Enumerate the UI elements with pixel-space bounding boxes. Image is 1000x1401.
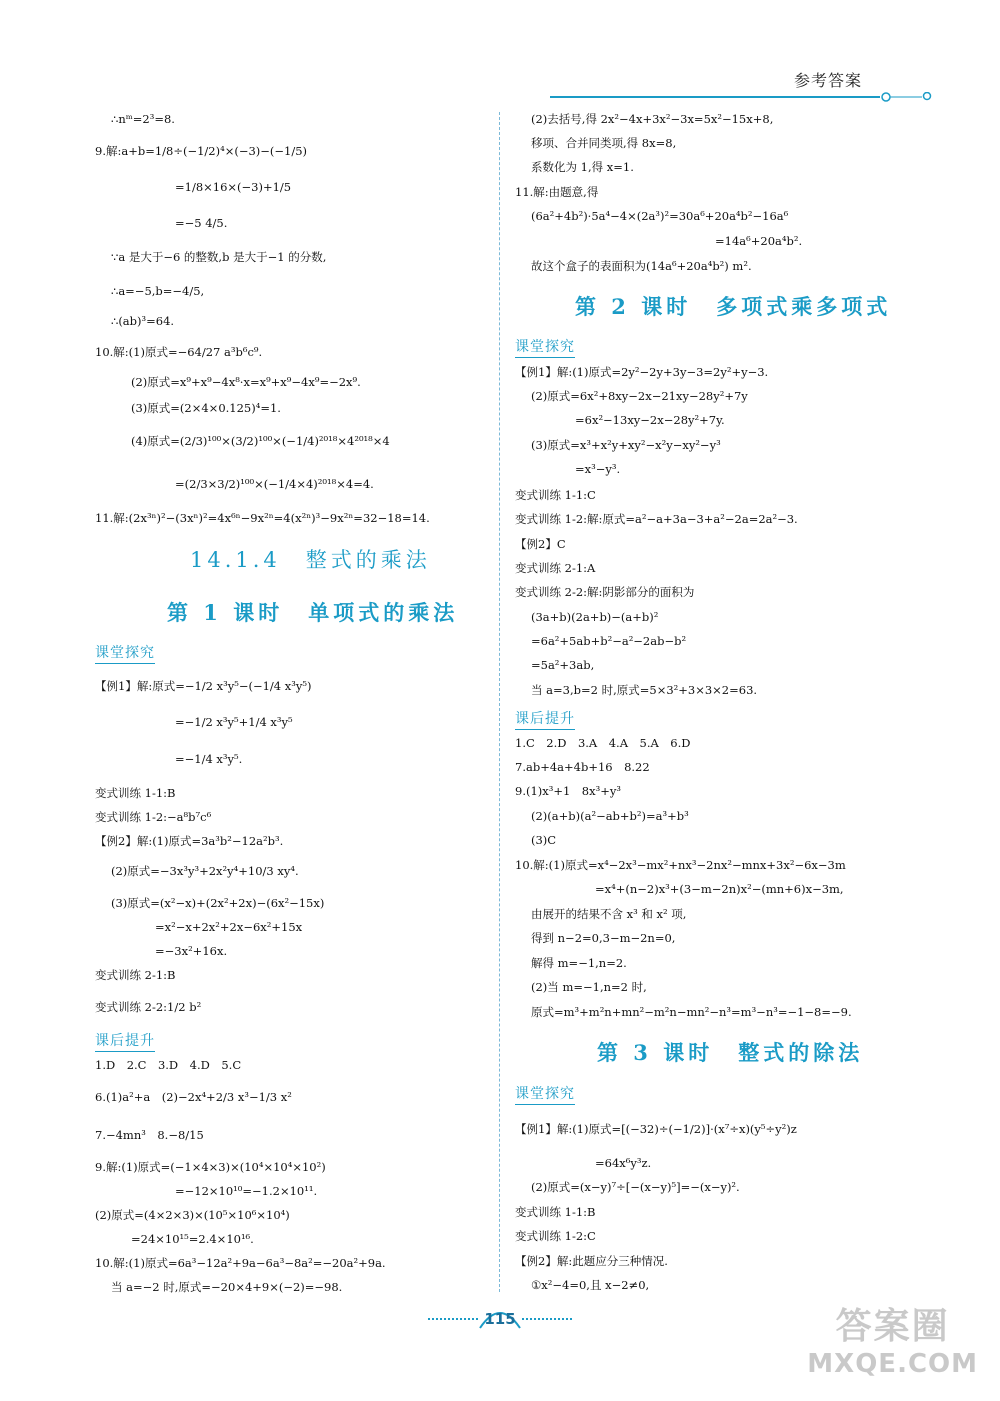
text-line: (2)去括号,得 2x²−4x+3x²−3x=5x²−15x+8, [531,112,774,126]
text-line: 10.解:(1)原式=6a³−12a²+9a−6a³−8a²=−20a²+9a. [95,1256,386,1270]
text-line: 【例1】解:原式=−1/2 x³y⁵−(−1/4 x³y⁵) [95,679,312,693]
text-line: =6x²−13xy−2x−28y²+7y. [575,413,725,427]
text-line: 解得 m=−1,n=2. [531,956,627,970]
text-line: 11.解:由题意,得 [515,185,599,199]
text-line: 10.解:(1)原式=−64/27 a³b⁶c⁹. [95,345,263,359]
column-divider [499,112,500,1292]
text-line: (2)原式=(x−y)⁷÷[−(x−y)⁵]=−(x−y)². [531,1180,740,1194]
text-line: (2)当 m=−1,n=2 时, [531,980,647,994]
text-line: =24×10¹⁵=2.4×10¹⁶. [131,1232,254,1246]
text-line: 移项、合并同类项,得 8x=8, [531,136,677,150]
text-line: =x³−y³. [575,462,621,476]
text-line: (6a²+4b²)·5a⁴−4×(2a³)²=30a⁶+20a⁴b²−16a⁶ [531,209,789,223]
text-line: =−5 4/5. [175,216,228,230]
lesson-title: 第 3 课时 整式的除法 [597,1040,864,1065]
text-line: 【例1】解:(1)原式=[(−32)÷(−1/2)]·(x⁷÷x)(y⁵÷y²)z [515,1122,797,1136]
text-line: ①x²−4=0,且 x−2≠0, [531,1278,650,1292]
text-line: =6a²+5ab+b²−a²−2ab−b² [531,634,687,648]
text-line: 系数化为 1,得 x=1. [531,160,634,174]
watermark-url: MXQE.COM [807,1349,978,1379]
text-line: (3a+b)(2a+b)−(a+b)² [531,610,659,624]
text-line: =−12×10¹⁰=−1.2×10¹¹. [175,1184,318,1198]
text-line: ∴nᵐ=2³=8. [111,112,175,126]
header-title: 参考答案 [793,71,862,90]
text-line: ∴(ab)³=64. [111,314,175,328]
text-line: 1.D 2.C 3.D 4.D 5.C [95,1058,242,1072]
text-line: (2)原式=−3x³y³+2x²y⁴+10/3 xy⁴. [111,864,299,878]
text-line: 7.ab+4a+4b+16 8.22 [515,760,650,774]
text-line: 变式训练 2-1:A [515,561,596,575]
text-line: 得到 n−2=0,3−m−2n=0, [531,931,676,945]
text-line: 变式训练 1-1:B [95,786,176,800]
text-line: =14a⁶+20a⁴b². [715,234,803,248]
text-line: 由展开的结果不含 x³ 和 x² 项, [531,907,687,921]
text-line: (2)原式=(4×2×3)×(10⁵×10⁶×10⁴) [95,1208,290,1222]
text-line: (4)原式=(2/3)¹⁰⁰×(3/2)¹⁰⁰×(−1/4)²⁰¹⁸×4²⁰¹⁸×4 [131,434,390,448]
text-line: =x²−x+2x²+2x−6x²+15x [155,920,303,934]
watermark-title: 答案圈 [835,1306,950,1347]
text-line: =x⁴+(n−2)x³+(3−m−2n)x²−(mn+6)x−3m, [595,882,844,896]
text-line: =1/8×16×(−3)+1/5 [175,180,292,194]
text-line: (3)原式=(2×4×0.125)⁴=1. [131,401,281,415]
text-line: =64x⁶y³z. [595,1156,652,1170]
watermark [807,1298,978,1379]
text-line: 【例2】解:此题应分三种情况. [515,1254,668,1268]
text-line: 7.−4mn³ 8.−8/15 [95,1128,204,1142]
text-line: 10.解:(1)原式=x⁴−2x³−mx²+nx³−2nx²−mnx+3x²−6x−3m [515,858,846,872]
subsection-label: 课堂探究 [515,1083,575,1105]
text-line: 变式训练 1-1:B [515,1205,596,1219]
text-line: 【例2】C [515,537,566,551]
subsection-label: 课堂探究 [515,336,575,358]
text-line: 9.解:a+b=1/8÷(−1/2)⁴×(−3)−(−1/5) [95,144,308,158]
text-line: (2)(a+b)(a²−ab+b²)=a³+b³ [531,809,689,823]
text-line: =−3x²+16x. [155,944,228,958]
text-line: (3)原式=x³+x²y+xy²−x²y−xy²−y³ [531,438,721,452]
subsection-label: 课堂探究 [95,642,155,664]
text-line: ∴a=−5,b=−4/5, [111,284,205,298]
text-line: 原式=m³+m²n+mn²−m²n−mn²−n³=m³−n³=−1−8=−9. [531,1005,852,1019]
text-line: (3)原式=(x²−x)+(2x²+2x)−(6x²−15x) [111,896,325,910]
text-line: 变式训练 1-2:解:原式=a²−a+3a−3+a²−2a=2a²−3. [515,512,798,526]
text-line: =−1/2 x³y⁵+1/4 x³y⁵ [175,715,293,729]
text-line: =(2/3×3/2)¹⁰⁰×(−1/4×4)²⁰¹⁸×4=4. [175,477,374,491]
section-title: 14.1.4 整式的乘法 [190,548,431,572]
text-line: =5a²+3ab, [531,658,595,672]
text-line: 9.(1)x³+1 8x³+y³ [515,784,621,798]
text-line: 变式训练 1-2:−a⁸b⁷c⁶ [95,810,212,824]
text-line: 9.解:(1)原式=(−1×4×3)×(10⁴×10⁴×10²) [95,1160,326,1174]
text-line: 当 a=3,b=2 时,原式=5×3²+3×3×2=63. [531,683,758,697]
text-line: (2)原式=6x²+8xy−2x−21xy−28y²+7y [531,389,748,403]
text-line: 【例2】解:(1)原式=3a³b²−12a²b³. [95,834,284,848]
text-line: 11.解:(2x³ⁿ)²−(3xⁿ)²=4x⁶ⁿ−9x²ⁿ=4(x²ⁿ)³−9x²ⁿ=32−18=14. [95,511,430,525]
text-line: 变式训练 2-2:1/2 b² [95,1000,202,1014]
page-number-dots-right [522,1318,572,1320]
lesson-title: 第 2 课时 多项式乘多项式 [575,294,892,319]
text-line: 【例1】解:(1)原式=2y²−2y+3y−3=2y²+y−3. [515,365,769,379]
header-decoration [550,92,940,104]
text-line: 变式训练 1-2:C [515,1229,596,1243]
subsection-label: 课后提升 [95,1030,155,1052]
page-number: 115 [484,1310,516,1328]
lesson-title: 第 1 课时 单项式的乘法 [167,600,459,625]
text-line: 变式训练 2-2:解:阴影部分的面积为 [515,585,695,599]
subsection-label: 课后提升 [515,708,575,730]
text-line: 当 a=−2 时,原式=−20×4+9×(−2)=−98. [111,1280,343,1294]
text-line: (3)C [531,833,557,847]
text-line: 变式训练 2-1:B [95,968,176,982]
text-line: 变式训练 1-1:C [515,488,596,502]
text-line: 6.(1)a²+a (2)−2x⁴+2/3 x³−1/3 x² [95,1090,292,1104]
page-number-dots-left [428,1318,478,1320]
text-line: 1.C 2.D 3.A 4.A 5.A 6.D [515,736,691,750]
text-line: ∵a 是大于−6 的整数,b 是大于−1 的分数, [111,250,327,264]
text-line: (2)原式=x⁹+x⁹−4x⁸·x=x⁹+x⁹−4x⁹=−2x⁹. [131,375,361,389]
text-line: 故这个盒子的表面积为(14a⁶+20a⁴b²) m². [531,259,752,273]
text-line: =−1/4 x³y⁵. [175,752,243,766]
